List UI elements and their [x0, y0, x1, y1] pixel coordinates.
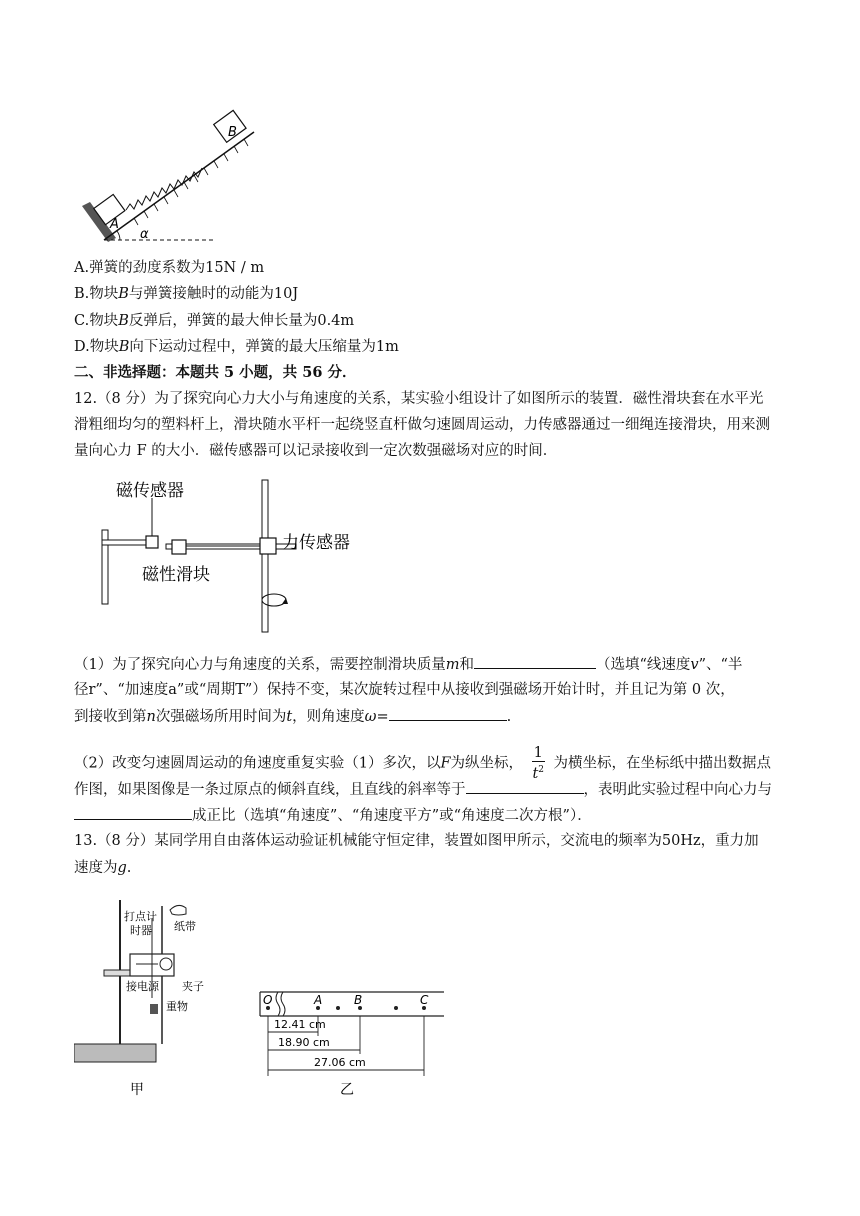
- distance-oa-label: 12.41 cm: [274, 1018, 326, 1031]
- block-b-label: B: [228, 125, 237, 140]
- q13-line2: 速度为g.: [74, 860, 132, 876]
- q12-intro-line2: 滑粗细均匀的塑料杆上，滑块随水平杆一起绕竖直杆做匀速圆周运动，力传感器通过一细绳连接滑块，用来测: [74, 417, 770, 433]
- option-c: C.物块B反弹后，弹簧的最大伸长量为0.4m: [74, 313, 355, 329]
- answer-blank[interactable]: [474, 653, 596, 669]
- weight-label: 重物: [166, 1000, 188, 1013]
- q12-part2-line1: （2）改变匀速圆周运动的角速度重复实验（1）多次，以F为纵坐标， $\frac{1}{t^2}$ 为横坐标，在坐标纸中描出数据点: [74, 745, 771, 782]
- section-2-heading: 二、非选择题：本题共 5 小题，共 56 分．: [74, 364, 357, 381]
- q12-part1-line1: （1）为了探究向心力与角速度的关系，需要控制滑块质量m和 （选填“线速度v”、“半: [74, 653, 742, 676]
- tape-label: 纸带: [174, 920, 196, 933]
- q13-figure-yi: [256, 990, 456, 1100]
- clip-label: 夹子: [182, 980, 204, 993]
- q12-part2-line3: 成正比（选填“角速度”、“角速度平方”或“角速度二次方根”）．: [74, 804, 592, 827]
- q12-intro-line1: 12.（8 分）为了探究向心力大小与角速度的关系，某实验小组设计了如图所示的装置．磁性滑块套在水平光: [74, 391, 764, 407]
- q13-figure-jia: [74, 898, 214, 1098]
- mag-slider-label: 磁性滑块: [142, 565, 210, 585]
- force-sensor-label: 力传感器: [282, 533, 350, 553]
- answer-blank[interactable]: [74, 804, 192, 820]
- angle-alpha-label: α: [140, 227, 149, 242]
- incline-spring-figure: [74, 108, 264, 248]
- block-a-label: A: [110, 217, 119, 232]
- figure-jia-caption: 甲: [130, 1082, 144, 1098]
- point-a-label: A: [314, 993, 323, 1007]
- answer-blank[interactable]: [389, 705, 507, 721]
- q12-part1-line3: 到接收到第n次强磁场所用时间为t，则角速度ω= .: [74, 705, 511, 728]
- q12-part2-line2: 作图，如果图像是一条过原点的倾斜直线，且直线的斜率等于 ，表明此实验过程中向心力与: [74, 778, 772, 801]
- option-b: B.物块B与弹簧接触时的动能为10J: [74, 286, 299, 302]
- q12-part1-line2: 径r”、“加速度a”或“周期T”）保持不变，某次旋转过程中从接收到强磁场开始计时，并且记为第 0 次，: [74, 682, 735, 698]
- point-o-label: O: [263, 993, 273, 1007]
- q12-apparatus-figure: [96, 478, 376, 638]
- q12-intro-line3: 量向心力 F 的大小．磁传感器可以记录接收到一定次数强磁场对应的时间．: [74, 443, 558, 459]
- option-d: D.物块B向下运动过程中，弹簧的最大压缩量为1m: [74, 339, 399, 355]
- power-label: 接电源: [126, 980, 159, 993]
- fraction-one-over-t-squared: $\frac{1}{t^2}$: [532, 745, 545, 782]
- timer-label-2: 时器: [130, 924, 152, 937]
- figure-yi-caption: 乙: [340, 1082, 354, 1098]
- point-b-label: B: [354, 993, 363, 1007]
- mag-sensor-label: 磁传感器: [116, 481, 184, 501]
- timer-label: 打点计: [124, 910, 157, 923]
- distance-ob-label: 18.90 cm: [278, 1036, 330, 1049]
- q13-line1: 13.（8 分）某同学用自由落体运动验证机械能守恒定律，装置如图甲所示，交流电的频率为50Hz，重力加: [74, 833, 759, 849]
- point-c-label: C: [420, 993, 429, 1007]
- answer-blank[interactable]: [466, 778, 584, 794]
- option-a: A.弹簧的劲度系数为15N / m: [74, 260, 265, 276]
- distance-oc-label: 27.06 cm: [314, 1056, 366, 1069]
